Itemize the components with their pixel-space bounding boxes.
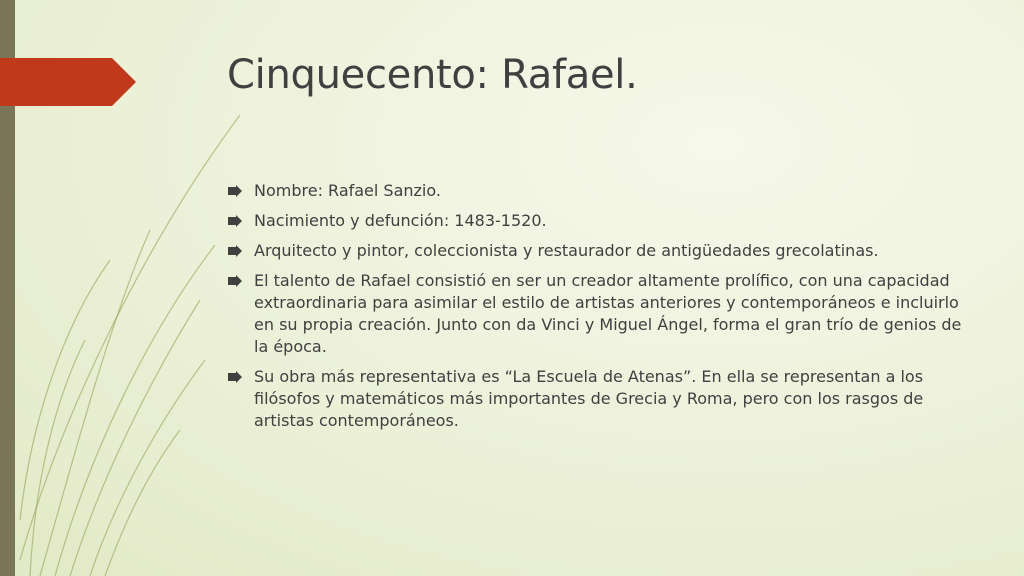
- title-accent-flag: [0, 58, 136, 106]
- bullet-text: Nacimiento y defunción: 1483-1520.: [254, 211, 547, 230]
- arrow-bullet-icon: [228, 180, 254, 202]
- list-item: [228, 180, 968, 202]
- bullet-text: Su obra más representativa es “La Escuela de Atenas”. En ella se representan a los filósofos y matemáticos más importantes de Grecia y Roma, pero con los rasgos de artistas contemporáneos.: [254, 367, 924, 430]
- bullet-text: El talento de Rafael consistió en ser un creador altamente prolífico, con una capacidad extraordinaria para asimilar el estilo de artistas anteriores y contemporáneos e incluirlo en su propia creación. Junto con da Vinci y Miguel Ángel, forma el gran trío de genios de la época.: [254, 271, 962, 356]
- bullet-text: Arquitecto y pintor, coleccionista y restaurador de antigüedades grecolatinas.: [254, 241, 879, 260]
- bullet-list: [228, 180, 968, 440]
- bullet-text: Nombre: Rafael Sanzio.: [254, 181, 441, 200]
- list-item: [228, 366, 968, 432]
- arrow-bullet-icon: [228, 366, 254, 388]
- list-item: [228, 240, 968, 262]
- slide-title: Cinquecento: Rafael.: [227, 52, 638, 98]
- arrow-bullet-icon: [228, 210, 254, 232]
- list-item: [228, 270, 968, 358]
- arrow-bullet-icon: [228, 270, 254, 292]
- list-item: [228, 210, 968, 232]
- arrow-bullet-icon: [228, 240, 254, 262]
